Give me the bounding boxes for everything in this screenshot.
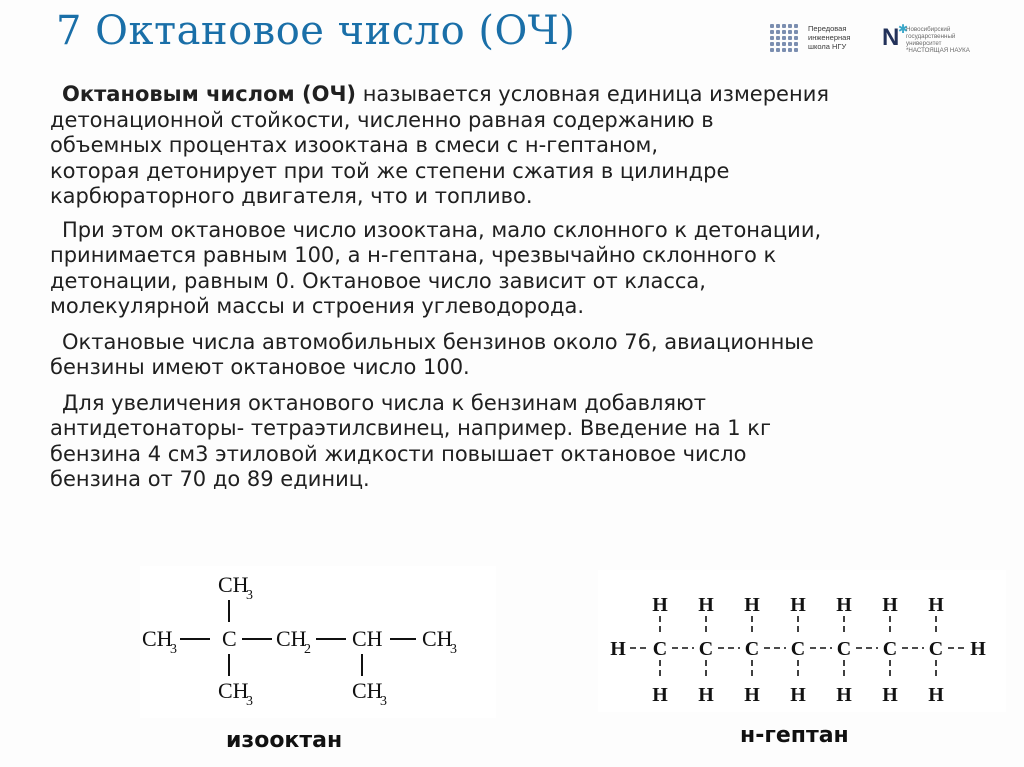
ngu-school-logo-text — [808, 24, 876, 51]
atom-label: CH — [422, 626, 453, 651]
text-line: детонационной стойкости, численно равная содержанию в — [50, 107, 714, 132]
atom-label: CH — [218, 572, 249, 597]
nsu-logo-text — [906, 26, 1001, 54]
atom-label: CH — [218, 678, 249, 703]
logo1-line: Передовая — [808, 24, 847, 33]
paragraph-antiknock — [50, 391, 1000, 493]
hydrogen-atom: H — [652, 684, 668, 706]
text-line: При этом октановое число изооктана, мало склонного к детонации, — [62, 217, 822, 242]
hydrogen-atom: H — [790, 684, 806, 706]
text-line: принимается равным 100, а н-гептана, чрезвычайно склонного к — [50, 243, 777, 267]
carbon-atom: C — [836, 638, 852, 660]
hydrogen-atom: H — [928, 594, 944, 616]
paragraph-definition — [50, 82, 1000, 210]
logo2-line: *НАСТОЯЩАЯ НАУКА — [906, 47, 970, 54]
carbon-atom: C — [790, 638, 806, 660]
hydrogen-atom: H — [698, 684, 714, 706]
logo1-line: школа НГУ — [808, 42, 847, 51]
hydrogen-atom: H — [836, 594, 852, 616]
paragraph-scale — [50, 218, 1000, 320]
heptane-structure — [598, 570, 1006, 712]
hydrogen-atom: H — [698, 594, 714, 616]
logos — [770, 22, 1000, 62]
text-line: Для увеличения октанового числа к бензинам добавляют — [62, 390, 706, 415]
text-line: карбюраторного двигателя, что и топливо. — [50, 184, 533, 208]
atom-label: CH — [352, 678, 383, 703]
body-text — [50, 82, 1000, 503]
text-line: антидетонаторы- тетраэтилсвинец, например. Введение на 1 кг — [50, 416, 772, 440]
atom-subscript: 3 — [380, 694, 387, 709]
logo2-line: Новосибирский — [906, 26, 951, 33]
ngu-school-logo-icon — [770, 24, 804, 58]
isooctane-formula — [140, 566, 496, 718]
heptane-caption: н-гептан — [740, 723, 849, 748]
text-line: бензина от 70 до 89 единиц. — [50, 467, 370, 491]
logo1-line: инженерная — [808, 33, 851, 42]
atom-subscript: 3 — [246, 694, 253, 709]
text-line: молекулярной массы и строения углеводорода. — [50, 294, 585, 318]
text-line: детонации, равным 0. Октановое число зависит от класса, — [50, 268, 706, 293]
text-line: объемных процентах изооктана в смеси с н-гептаном, — [50, 133, 659, 157]
atom-label: C — [222, 626, 237, 651]
hydrogen-atom: H — [744, 684, 760, 706]
term-bold: Октановым числом (ОЧ) — [62, 82, 357, 106]
carbon-atom: C — [928, 638, 944, 660]
hydrogen-atom: H — [744, 594, 760, 616]
hydrogen-atom: H — [928, 684, 944, 706]
hydrogen-atom: H — [652, 594, 668, 616]
logo2-line: государственный — [906, 33, 956, 40]
star-icon: ✱ — [898, 22, 909, 36]
paragraph-gasoline — [50, 330, 1000, 381]
atom-label: CH — [276, 626, 307, 651]
text-line: называется условная единица измерения — [356, 82, 829, 106]
heptane-formula — [598, 570, 1006, 712]
atom-subscript: 3 — [170, 642, 177, 657]
text-line: бензины имеют октановое число 100. — [50, 355, 470, 379]
text-line: Октановые числа автомобильных бензинов около 76, авиационные — [62, 329, 814, 354]
isooctane-caption: изооктан — [226, 728, 343, 753]
atom-label: CH — [142, 626, 173, 651]
logo2-line: университет — [906, 40, 942, 47]
atom-subscript: 3 — [450, 642, 457, 657]
slide-title: 7 Октановое число (ОЧ) — [56, 8, 576, 54]
isooctane-structure — [140, 566, 496, 718]
hydrogen-atom: H — [970, 638, 986, 660]
hydrogen-atom: H — [882, 684, 898, 706]
hydrogen-atom: H — [610, 638, 626, 660]
carbon-atom: C — [698, 638, 714, 660]
hydrogen-atom: H — [790, 594, 806, 616]
atom-subscript: 3 — [246, 588, 253, 603]
text-line: которая детонирует при той же степени сжатия в цилиндре — [50, 158, 730, 183]
text-line: бензина 4 см3 этиловой жидкости повышает октановое число — [50, 441, 747, 466]
carbon-atom: C — [652, 638, 668, 660]
atom-label: CH — [352, 626, 383, 651]
carbon-atom: C — [882, 638, 898, 660]
hydrogen-atom: H — [882, 594, 898, 616]
nsu-logo-mark: N — [882, 24, 900, 51]
hydrogen-atom: H — [836, 684, 852, 706]
carbon-atom: C — [744, 638, 760, 660]
atom-subscript: 2 — [304, 642, 311, 657]
